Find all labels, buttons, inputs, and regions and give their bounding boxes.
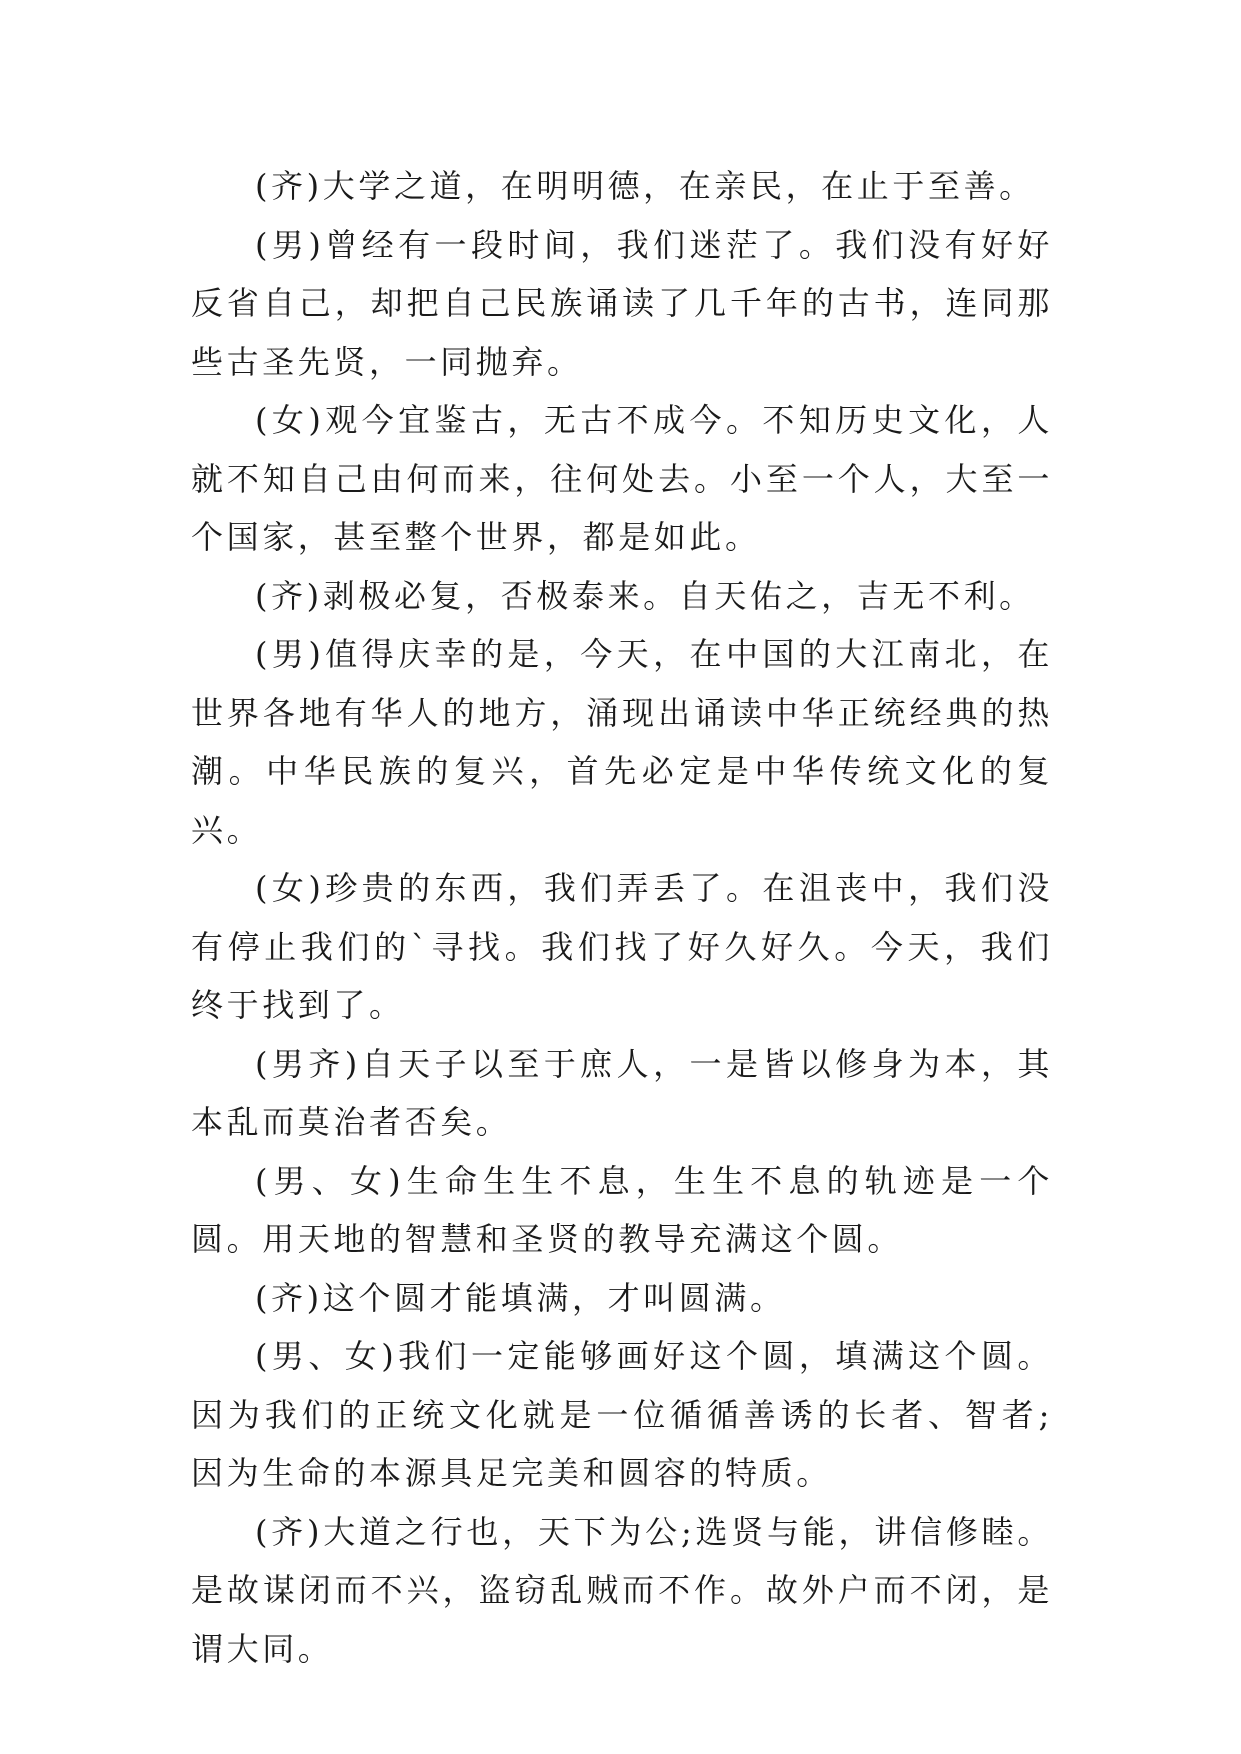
paragraph-5: (男)值得庆幸的是，今天，在中国的大江南北，在世界各地有华人的地方，涌现出诵读中华正统经典的热潮。中华民族的复兴，首先必定是中华传统文化的复兴。 [191, 635, 1053, 849]
paragraph-9: (齐)这个圆才能填满，才叫圆满。 [255, 1278, 786, 1317]
document-body [191, 157, 1053, 1678]
paragraph-2: (男)曾经有一段时间，我们迷茫了。我们没有好好反省自己，却把自己民族诵读了几千年的古书，连同那些古圣先贤，一同抛弃。 [191, 225, 1053, 381]
paragraph-10: (男、女)我们一定能够画好这个圆，填满这个圆。因为我们的正统文化就是一位循循善诱的长者、智者;因为生命的本源具足完美和圆容的特质。 [191, 1337, 1053, 1492]
paragraph-4: (齐)剥极必复，否极泰来。自天佑之，吉无不利。 [255, 576, 1035, 615]
paragraph-1: (齐)大学之道，在明明德，在亲民，在止于至善。 [255, 167, 1035, 205]
paragraph-7: (男齐)自天子以至于庶人，一是皆以修身为本，其本乱而莫治者否矣。 [191, 1044, 1053, 1141]
paragraph-6: (女)珍贵的东西，我们弄丢了。在沮丧中，我们没有停止我们的`寻找。我们找了好久好久。今天，我们终于找到了。 [191, 869, 1053, 1024]
paragraph-11: (齐)大道之行也，天下为公;选贤与能，讲信修睦。是故谋闭而不兴，盗窃乱贼而不作。故外户而不闭，是谓大同。 [191, 1512, 1053, 1668]
paragraph-3: (女)观今宜鉴古，无古不成今。不知历史文化，人就不知自己由何而来，往何处去。小至一个人，大至一个国家，甚至整个世界，都是如此。 [191, 401, 1053, 556]
paragraph-8: (男、女)生命生生不息，生生不息的轨迹是一个圆。用天地的智慧和圣贤的教导充满这个圆。 [191, 1161, 1053, 1258]
